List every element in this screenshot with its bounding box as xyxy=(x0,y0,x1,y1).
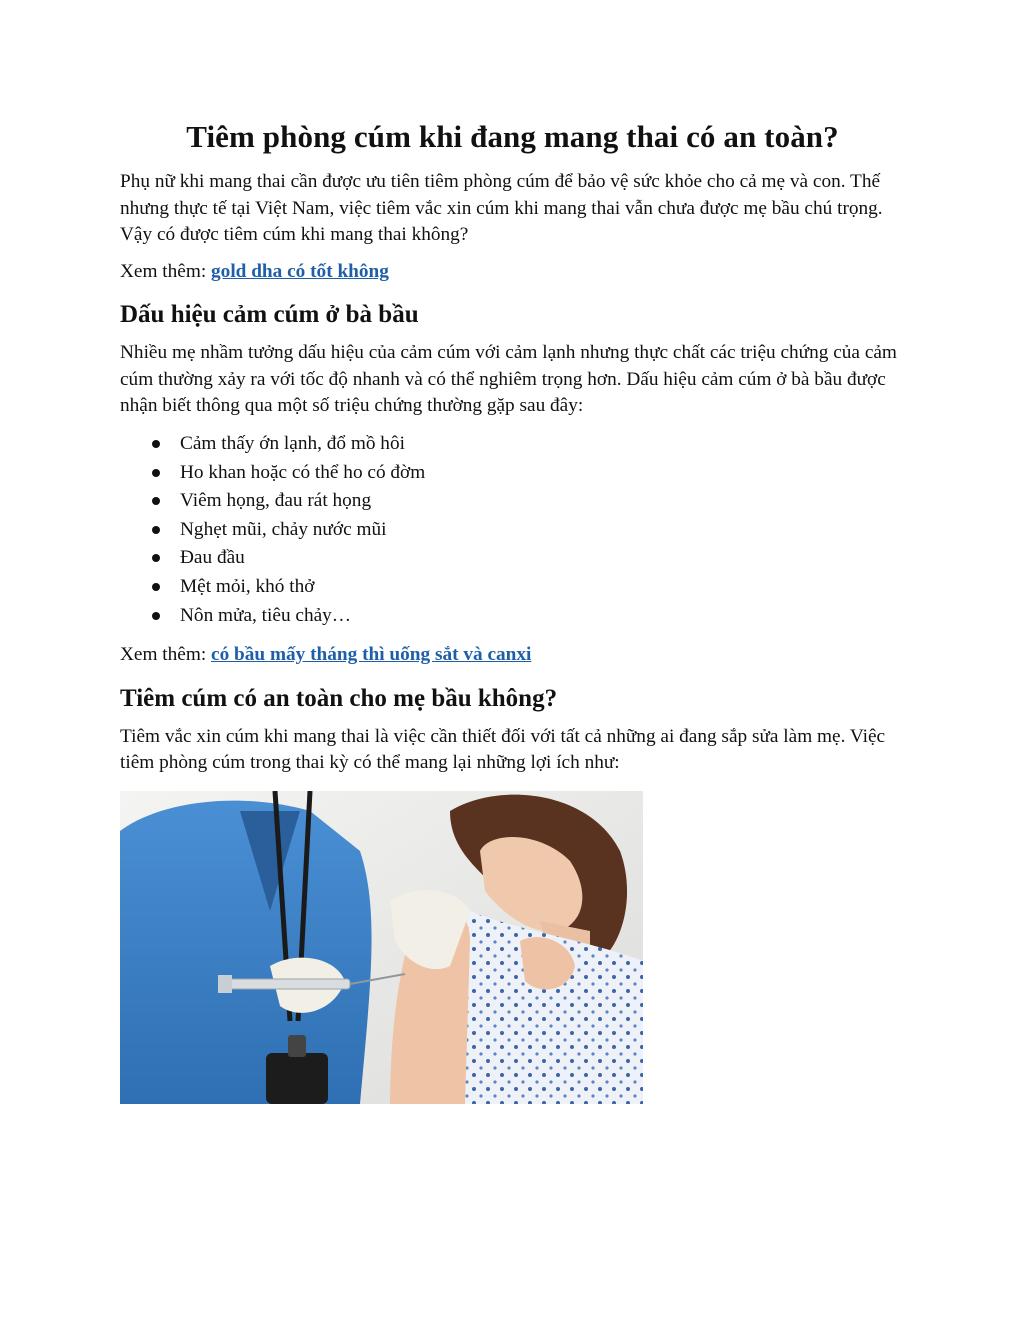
bullet-icon xyxy=(152,469,160,477)
list-item: Nghẹt mũi, chảy nước mũi xyxy=(152,516,905,545)
bullet-icon xyxy=(152,554,160,562)
see-more-link-iron-calcium[interactable]: có bầu mấy tháng thì uống sắt và canxi xyxy=(211,644,532,666)
list-item: Nôn mửa, tiêu chảy… xyxy=(152,602,905,631)
see-more-1 xyxy=(120,259,905,286)
section2-heading: Tiêm cúm có an toàn cho mẹ bầu không? xyxy=(120,684,558,712)
bullet-icon xyxy=(152,497,160,505)
bullet-icon xyxy=(152,440,160,448)
list-item: Ho khan hoặc có thể ho có đờm xyxy=(152,459,905,488)
section1-paragraph: Nhiều mẹ nhầm tưởng dấu hiệu của cảm cúm với cảm lạnh nhưng thực chất các triệu chứng của cảm cúm thường xảy ra với tốc độ nhanh và có thể nghiêm trọng hơn. Dấu hiệu cảm cúm ở bà bầu được nhận biết thông qua một số triệu chứng thường gặp sau đây: xyxy=(120,342,897,417)
see-more-link-gold-dha[interactable]: gold dha có tốt không xyxy=(211,260,389,282)
section2-paragraph: Tiêm vắc xin cúm khi mang thai là việc cần thiết đối với tất cả những ai đang sắp sửa làm mẹ. Việc tiêm phòng cúm trong thai kỳ có thể mang lại những lợi ích như: xyxy=(120,725,886,774)
vaccination-photo xyxy=(120,791,643,1104)
list-item: Mệt mỏi, khó thở xyxy=(152,573,905,602)
page-title: Tiêm phòng cúm khi đang mang thai có an toàn? xyxy=(186,119,839,154)
see-more-2 xyxy=(120,642,905,669)
symptom-list xyxy=(120,430,905,630)
list-item: Đau đầu xyxy=(152,544,905,573)
see-more-label: Xem thêm: xyxy=(120,260,212,282)
list-item: Cảm thấy ớn lạnh, đổ mồ hôi xyxy=(152,430,905,459)
see-more-label: Xem thêm: xyxy=(120,644,212,666)
bullet-icon xyxy=(152,583,160,591)
bullet-icon xyxy=(152,526,160,534)
intro-paragraph: Phụ nữ khi mang thai cần được ưu tiên tiêm phòng cúm để bảo vệ sức khỏe cho cả mẹ và con. Thế nhưng thực tế tại Việt Nam, việc tiêm vắc xin cúm khi mang thai vẫn chưa được mẹ bầu chú trọng. Vậy có được tiêm cúm khi mang thai không? xyxy=(120,171,883,246)
document-page xyxy=(120,118,905,1104)
list-item: Viêm họng, đau rát họng xyxy=(152,487,905,516)
section1-heading: Dấu hiệu cảm cúm ở bà bầu xyxy=(120,301,419,329)
bullet-icon xyxy=(152,612,160,620)
